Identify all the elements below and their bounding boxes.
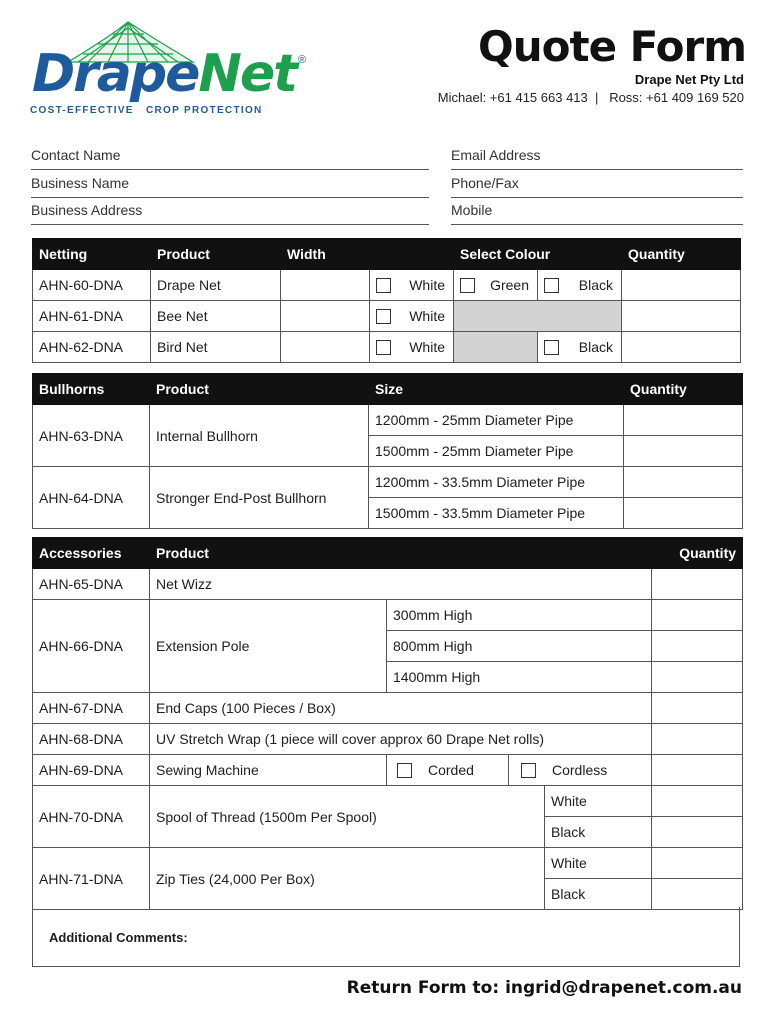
- product-name: Net Wizz: [150, 569, 652, 600]
- product-code: AHN-66-DNA: [33, 600, 150, 693]
- quantity-input[interactable]: [652, 724, 743, 755]
- product-name: Extension Pole: [150, 600, 387, 693]
- unavailable-cell: [454, 301, 622, 332]
- size-option: 1500mm - 33.5mm Diameter Pipe: [369, 498, 624, 529]
- table-row: [33, 301, 741, 332]
- product-name: Bee Net: [151, 301, 281, 332]
- table-row: [33, 848, 743, 879]
- product-name: Sewing Machine: [150, 755, 387, 786]
- colour-green-option[interactable]: [454, 270, 538, 301]
- size-option: 300mm High: [387, 600, 652, 631]
- table-row: [33, 332, 741, 363]
- quantity-input[interactable]: [622, 301, 741, 332]
- contact-numbers: Michael: +61 415 663 413 | Ross: +61 409 169 520: [437, 90, 744, 105]
- product-name: Bird Net: [151, 332, 281, 363]
- product-code: AHN-60-DNA: [33, 270, 151, 301]
- checkbox-icon[interactable]: [460, 278, 475, 293]
- contact-name-field[interactable]: Contact Name: [31, 144, 429, 170]
- product-name: Zip Ties (24,000 Per Box): [150, 848, 545, 910]
- corded-option[interactable]: [387, 755, 509, 786]
- quantity-input[interactable]: [652, 786, 743, 817]
- quantity-input[interactable]: [652, 600, 743, 631]
- header-quantity: Quantity: [652, 538, 743, 569]
- table-row: [33, 724, 743, 755]
- checkbox-icon[interactable]: [397, 763, 412, 778]
- width-input[interactable]: [281, 301, 370, 332]
- size-option: 1200mm - 25mm Diameter Pipe: [369, 405, 624, 436]
- colour-option: Black: [545, 817, 652, 848]
- accessories-table: [32, 537, 743, 910]
- product-name: Stronger End-Post Bullhorn: [150, 467, 369, 529]
- size-option: 800mm High: [387, 631, 652, 662]
- unavailable-cell: [454, 332, 538, 363]
- header-select-colour: Select Colour: [454, 239, 622, 270]
- table-row: [33, 405, 743, 436]
- option-label: White: [409, 308, 445, 324]
- header-netting: Netting: [33, 239, 151, 270]
- header-product: Product: [150, 374, 369, 405]
- width-input[interactable]: [281, 270, 370, 301]
- cordless-option[interactable]: [509, 755, 652, 786]
- colour-white-option[interactable]: [370, 270, 454, 301]
- header-quantity: Quantity: [624, 374, 743, 405]
- page-title: Quote Form: [478, 22, 746, 71]
- product-name: Drape Net: [151, 270, 281, 301]
- option-label: White: [409, 339, 445, 355]
- table-row: [33, 569, 743, 600]
- table-row: [33, 693, 743, 724]
- product-code: AHN-67-DNA: [33, 693, 150, 724]
- option-label: Cordless: [552, 761, 608, 778]
- quantity-input[interactable]: [624, 467, 743, 498]
- table-header-row: [33, 374, 743, 405]
- size-option: 1500mm - 25mm Diameter Pipe: [369, 436, 624, 467]
- return-instructions: Return Form to: ingrid@drapenet.com.au: [346, 978, 742, 998]
- header-product: Product: [150, 538, 652, 569]
- quantity-input[interactable]: [652, 631, 743, 662]
- quantity-input[interactable]: [624, 436, 743, 467]
- product-code: AHN-63-DNA: [33, 405, 150, 467]
- quantity-input[interactable]: [652, 817, 743, 848]
- checkbox-icon[interactable]: [544, 340, 559, 355]
- product-code: AHN-68-DNA: [33, 724, 150, 755]
- phone-fax-field[interactable]: Phone/Fax: [451, 172, 743, 198]
- colour-black-option[interactable]: [538, 332, 622, 363]
- quantity-input[interactable]: [652, 662, 743, 693]
- colour-white-option[interactable]: [370, 301, 454, 332]
- product-name: End Caps (100 Pieces / Box): [150, 693, 652, 724]
- table-row: [33, 600, 743, 631]
- checkbox-icon[interactable]: [544, 278, 559, 293]
- comments-label: Additional Comments:: [49, 930, 188, 945]
- header-quantity: Quantity: [622, 239, 741, 270]
- option-label: Black: [578, 339, 613, 355]
- logo-wordmark: [32, 44, 296, 104]
- quantity-input[interactable]: [652, 569, 743, 600]
- quantity-input[interactable]: [652, 848, 743, 879]
- checkbox-icon[interactable]: [521, 763, 536, 778]
- quantity-input[interactable]: [652, 755, 743, 786]
- product-code: AHN-70-DNA: [33, 786, 150, 848]
- option-label: Green: [490, 277, 529, 293]
- netting-table: [32, 238, 741, 363]
- checkbox-icon[interactable]: [376, 309, 391, 324]
- header-product: Product: [151, 239, 281, 270]
- registered-mark: ®: [298, 54, 307, 66]
- quantity-input[interactable]: [624, 405, 743, 436]
- mobile-field[interactable]: Mobile: [451, 199, 743, 225]
- business-address-field[interactable]: Business Address: [31, 199, 429, 225]
- logo-word-drape: Drape: [32, 44, 199, 104]
- product-code: AHN-65-DNA: [33, 569, 150, 600]
- email-field[interactable]: Email Address: [451, 144, 743, 170]
- table-row: [33, 467, 743, 498]
- table-row: [33, 786, 743, 817]
- additional-comments-box[interactable]: [32, 907, 740, 967]
- quantity-input[interactable]: [652, 879, 743, 910]
- product-name: Internal Bullhorn: [150, 405, 369, 467]
- option-label: White: [409, 277, 445, 293]
- header-accessories: Accessories: [33, 538, 150, 569]
- product-name: Spool of Thread (1500m Per Spool): [150, 786, 545, 848]
- colour-black-option[interactable]: [538, 270, 622, 301]
- product-code: AHN-61-DNA: [33, 301, 151, 332]
- logo-word-net: Net: [198, 44, 297, 104]
- option-label: Corded: [428, 761, 474, 778]
- checkbox-icon[interactable]: [376, 278, 391, 293]
- table-row: [33, 270, 741, 301]
- company-name: Drape Net Pty Ltd: [634, 72, 744, 87]
- bullhorns-table: [32, 373, 743, 529]
- quantity-input[interactable]: [622, 270, 741, 301]
- table-header-row: [33, 538, 743, 569]
- product-code: AHN-62-DNA: [33, 332, 151, 363]
- table-header-row: [33, 239, 741, 270]
- quantity-input[interactable]: [652, 693, 743, 724]
- colour-white-option[interactable]: [370, 332, 454, 363]
- size-option: 1400mm High: [387, 662, 652, 693]
- product-name: UV Stretch Wrap (1 piece will cover approx 60 Drape Net rolls): [150, 724, 652, 755]
- colour-option: Black: [545, 879, 652, 910]
- header-bullhorns: Bullhorns: [33, 374, 150, 405]
- product-code: AHN-69-DNA: [33, 755, 150, 786]
- business-name-field[interactable]: Business Name: [31, 172, 429, 198]
- size-option: 1200mm - 33.5mm Diameter Pipe: [369, 467, 624, 498]
- table-row: [33, 755, 743, 786]
- quantity-input[interactable]: [622, 332, 741, 363]
- product-code: AHN-64-DNA: [33, 467, 150, 529]
- product-code: AHN-71-DNA: [33, 848, 150, 910]
- colour-option: White: [545, 786, 652, 817]
- width-input[interactable]: [281, 332, 370, 363]
- quantity-input[interactable]: [624, 498, 743, 529]
- option-label: Black: [578, 277, 613, 293]
- checkbox-icon[interactable]: [376, 340, 391, 355]
- logo-tagline: COST-EFFECTIVE CROP PROTECTION: [30, 105, 263, 116]
- header-size: Size: [369, 374, 624, 405]
- header-width: Width: [281, 239, 454, 270]
- colour-option: White: [545, 848, 652, 879]
